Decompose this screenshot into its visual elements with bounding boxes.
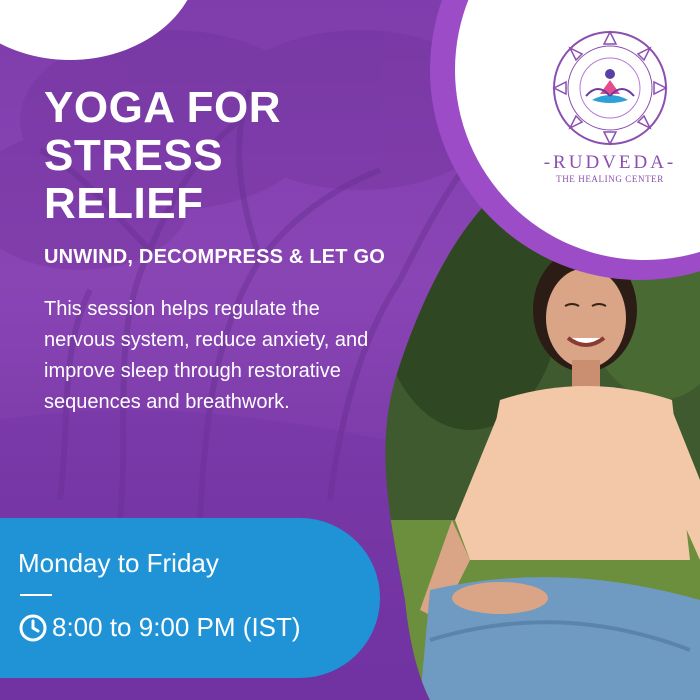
poster-title: YOGA FOR STRESS RELIEF [44, 83, 282, 228]
clock-icon [18, 613, 48, 643]
schedule-time-row [18, 612, 301, 643]
schedule-days: Monday to Friday [18, 548, 219, 578]
poster-subtitle: UNWIND, DECOMPRESS & LET GO [44, 246, 385, 268]
brand-tagline: THE HEALING CENTER [556, 174, 664, 184]
poster-description: This session helps regulate the nervous system, reduce anxiety, and improve sleep through restorative sequences and breathwork. [44, 298, 369, 413]
schedule-time: 8:00 to 9:00 PM (IST) [52, 612, 301, 642]
schedule-panel [0, 518, 380, 678]
schedule-divider [20, 594, 52, 596]
brand-name: -RUDVEDA- [543, 152, 677, 173]
